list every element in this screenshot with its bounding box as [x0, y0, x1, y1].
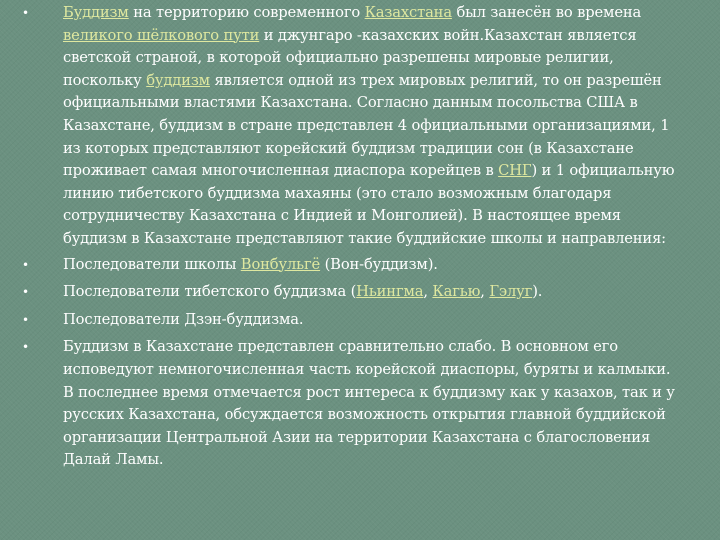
link-cis[interactable]: СНГ — [498, 162, 532, 180]
link-nyingma[interactable]: Ньингма — [356, 283, 424, 301]
bullet-icon: • — [22, 6, 29, 20]
link-kazakhstan[interactable]: Казахстана — [364, 4, 452, 21]
paragraph-text: Последователи тибетского буддизма ( — [63, 283, 357, 301]
bullet-icon: • — [22, 340, 29, 355]
separator-text: , — [423, 283, 433, 301]
list-item-zen-buddhism — [22, 309, 682, 332]
bullet-icon: • — [22, 285, 29, 300]
paragraph-text: ). — [532, 283, 543, 301]
list-item-summary — [22, 336, 682, 472]
link-buddhism[interactable]: Буддизм — [63, 4, 129, 21]
paragraph-text: является одной из трех мировых религий, то он разрешён официальными властями Казахстана. Согласно данным посольства США в Казахстане, буддизм в стране представлен 4 официальными организациями, 1 из которых представляют корейский буддизм традиции сон (в Казахстане проживает самая многочисленная диаспора корейцев в — [63, 71, 670, 180]
link-silk-road[interactable]: великого шёлкового пути — [63, 26, 260, 44]
bullet-list — [22, 2, 682, 472]
link-buddhism-2[interactable]: буддизм — [146, 71, 210, 89]
bullet-icon: • — [22, 312, 29, 327]
list-item-tibetan-buddhism — [22, 281, 682, 304]
paragraph-text: и джунгаро -казахских войн.Казахстан является светской страной, в которой официально разрешены мировые религии, поскольку — [63, 26, 637, 89]
paragraph-text: был занесён во времена — [451, 4, 642, 21]
bullet-icon: • — [22, 257, 29, 272]
list-item-won-buddhism — [22, 254, 682, 277]
list-item-intro — [22, 2, 682, 251]
separator-text: , — [480, 283, 490, 301]
paragraph-text: ) и 1 официальную линию тибетского буддизма махаяны (это стало возможным благодаря сотрудничеству Казахстана с Индией и Монголией). В настоящее время буддизм в Казахстане представляют такие буддийские школы и направления: — [63, 162, 675, 247]
link-kagyu[interactable]: Кагью — [432, 283, 481, 301]
slide-content — [22, 2, 682, 477]
link-gelug[interactable]: Гэлуг — [489, 283, 533, 301]
paragraph-text: Буддизм в Казахстане представлен сравнительно слабо. В основном его исповедуют немногочисленная часть корейской диаспоры, буряты и калмыки. В последнее время отмечается рост интереса к буддизму как у казахов, так и у русских Казахстана, обсуждается возможность открытия главной буддийской организации Центральной Азии на территории Казахстана с благословения Далай Ламы. — [63, 338, 675, 469]
paragraph-text: на территорию современного — [128, 4, 365, 21]
paragraph-text: Последователи Дзэн-буддизма. — [63, 310, 304, 328]
paragraph-text: Последователи школы — [63, 255, 241, 273]
paragraph-text: (Вон-буддизм). — [320, 255, 438, 273]
link-won-buddhism[interactable]: Вонбульгё — [240, 255, 321, 273]
